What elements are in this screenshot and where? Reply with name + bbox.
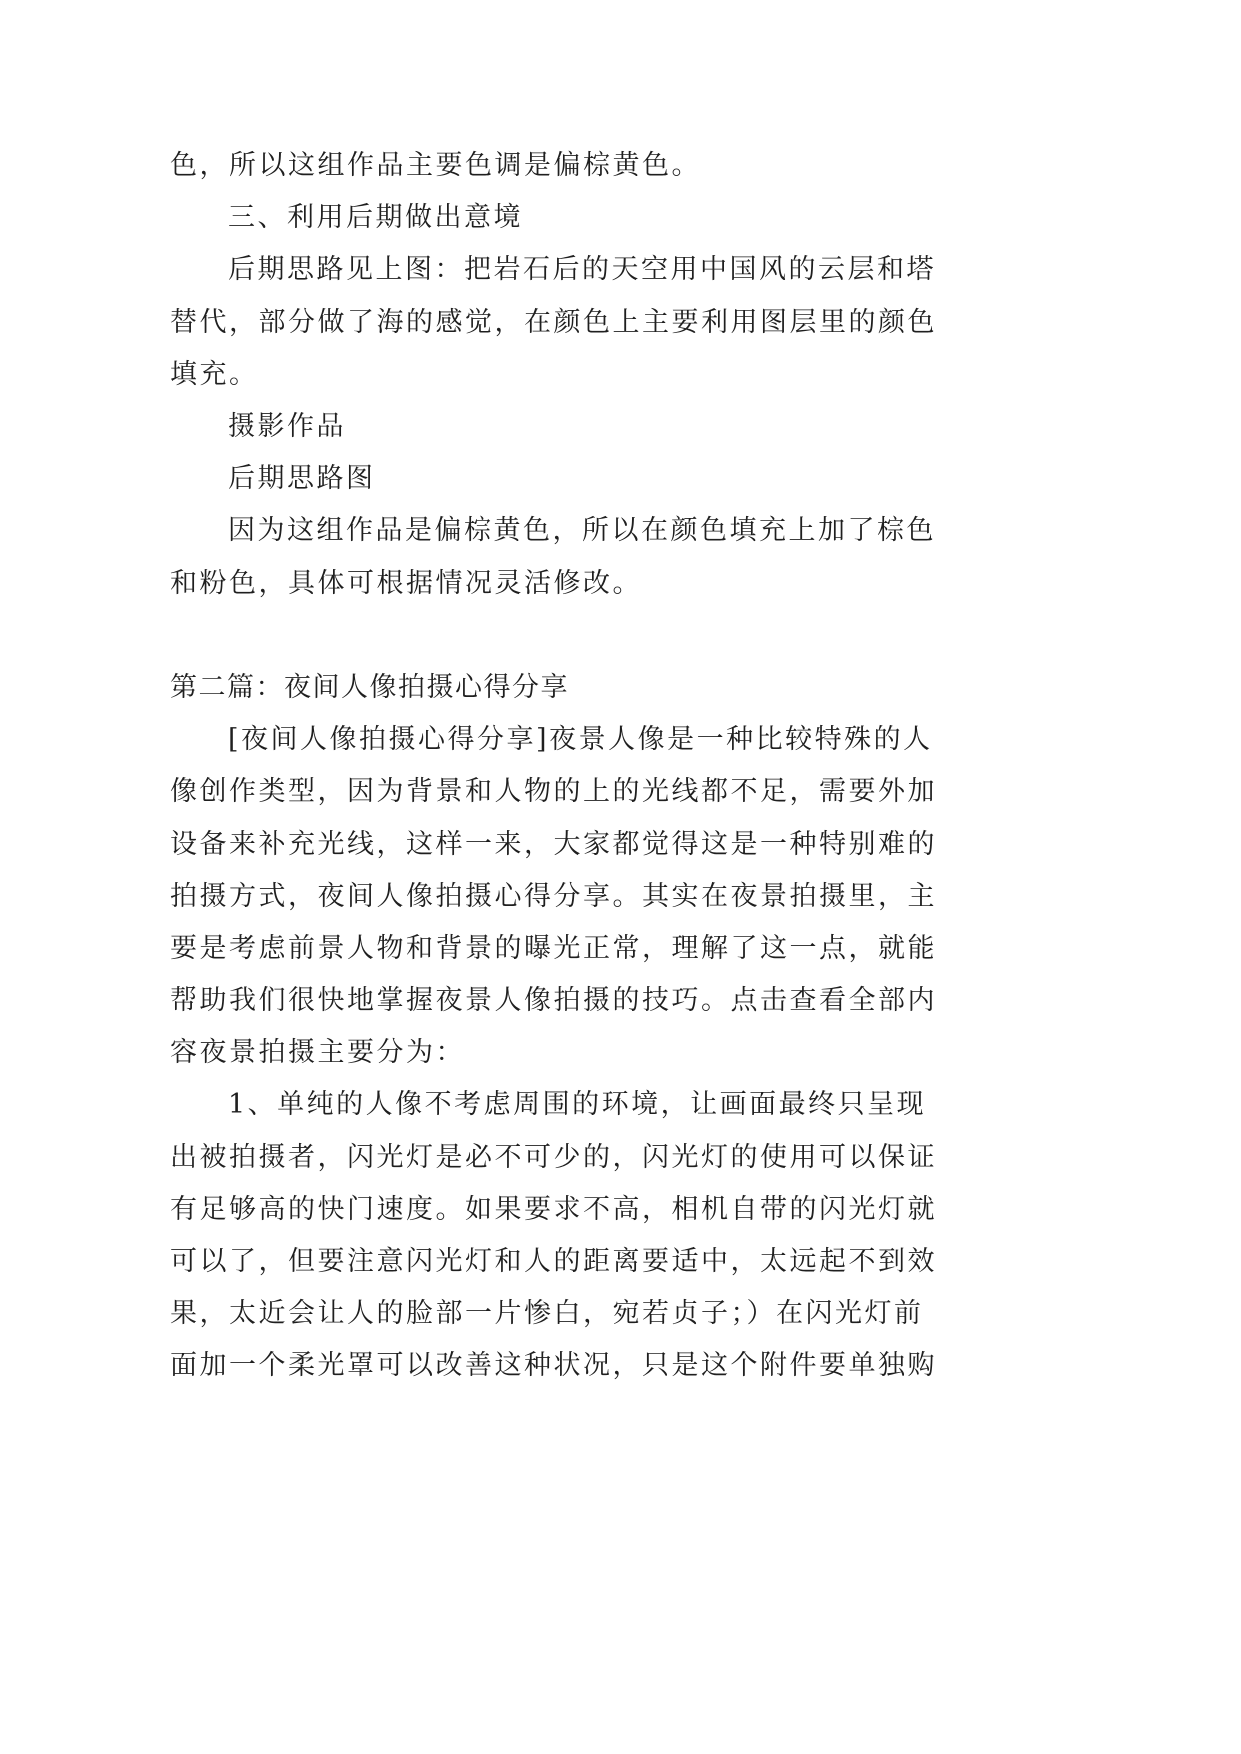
paragraph-line: 可以了，但要注意闪光灯和人的距离要适中，太远起不到效 [170, 1246, 937, 1277]
figure-caption: 后期思路图 [228, 463, 376, 494]
paragraph-line: 要是考虑前景人物和背景的曝光正常，理解了这一点，就能 [170, 933, 937, 964]
paragraph-line: 和粉色，具体可根据情况灵活修改。 [170, 568, 642, 599]
paragraph-line: 面加一个柔光罩可以改善这种状况，只是这个附件要单独购 [170, 1350, 937, 1381]
paragraph-line: 果，太近会让人的脸部一片惨白，宛若贞子；）在闪光灯前 [170, 1298, 924, 1329]
paragraph-line: 设备来补充光线，这样一来，大家都觉得这是一种特别难的 [170, 829, 937, 860]
paragraph-line: 色，所以这组作品主要色调是偏棕黄色。 [170, 150, 701, 181]
paragraph-line: 替代，部分做了海的感觉，在颜色上主要利用图层里的颜色 [170, 307, 937, 338]
paragraph-line: 填充。 [170, 359, 259, 390]
paragraph-line: 容夜景拍摄主要分为： [170, 1037, 465, 1068]
paragraph-line: 拍摄方式，夜间人像拍摄心得分享。其实在夜景拍摄里，主 [170, 881, 937, 912]
paragraph-line: 因为这组作品是偏棕黄色，所以在颜色填充上加了棕色 [228, 515, 936, 546]
figure-caption: 摄影作品 [228, 411, 346, 442]
paragraph-line: 1、单纯的人像不考虑周围的环境，让画面最终只呈现 [228, 1089, 927, 1120]
paragraph-line: 出被拍摄者，闪光灯是必不可少的，闪光灯的使用可以保证 [170, 1142, 937, 1173]
paragraph-line: 有足够高的快门速度。如果要求不高，相机自带的闪光灯就 [170, 1194, 937, 1225]
paragraph-line: 像创作类型，因为背景和人物的上的光线都不足，需要外加 [170, 776, 937, 807]
chapter-heading: 第二篇：夜间人像拍摄心得分享 [170, 672, 569, 703]
paragraph-line: 后期思路见上图：把岩石后的天空用中国风的云层和塔 [228, 254, 936, 285]
section-heading: 三、利用后期做出意境 [228, 202, 523, 233]
paragraph-line: 帮助我们很快地掌握夜景人像拍摄的技巧。点击查看全部内 [170, 985, 937, 1016]
paragraph-line: [夜间人像拍摄心得分享]夜景人像是一种比较特殊的人 [228, 724, 933, 755]
